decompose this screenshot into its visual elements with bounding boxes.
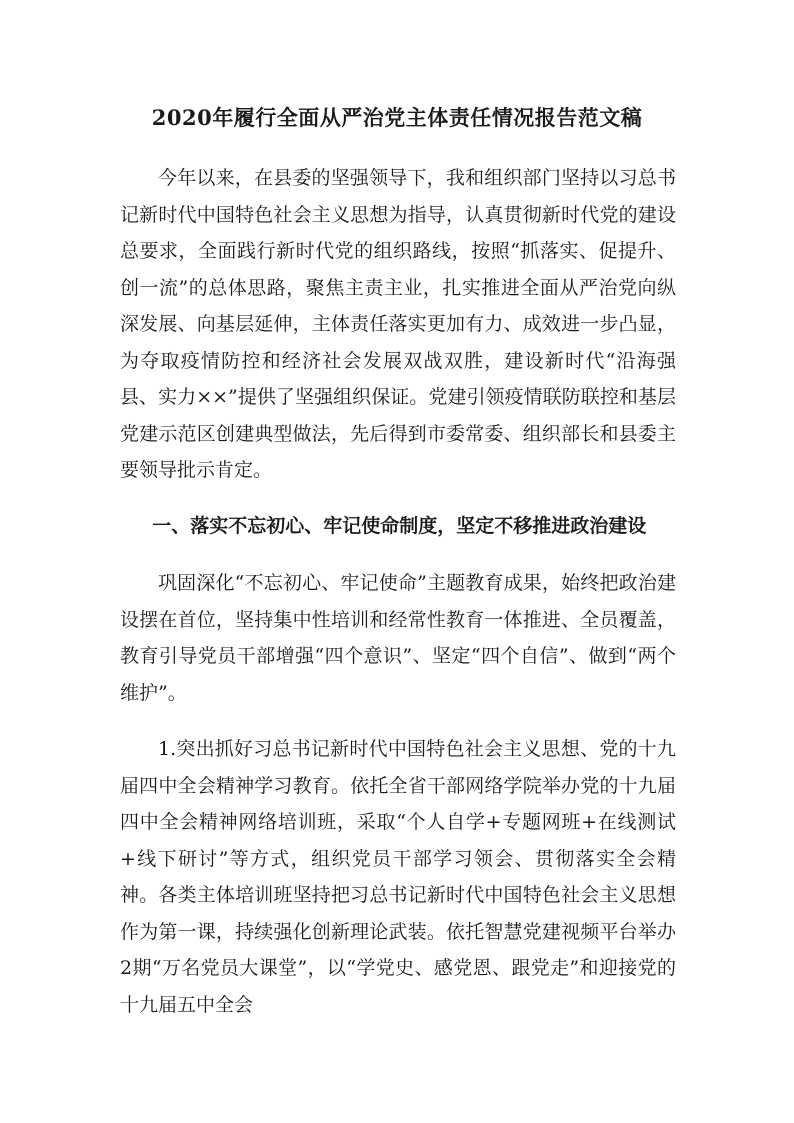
list-item-paragraph: 1.突出抓好习总书记新时代中国特色社会主义思想、党的十九届四中全会精神学习教育。依托全省干部网络学院举办党的十九届四中全会精神网络培训班，采取“个人自学+专题网班+在线测试+线下研讨”等方式，组织党员干部学习领会、贯彻落实全会精神。各类主体培训班坚持把习总书记新时代中国特色社会主义思想作为第一课，持续强化创新理论武装。依托智慧党建视频平台举办2期“万名党员大课堂”，以“学党史、感党恩、跟党走”和迎接党的十九届五中全会 (120, 738, 676, 1016)
section-body-paragraph: 巩固深化“不忘初心、牢记使命”主题教育成果，始终把政治建设摆在首位，坚持集中性培训和经常性教育一体推进、全员覆盖，教育引导党员干部增强“四个意识”、坚定“四个自信”、做到“两个维护”。 (120, 572, 676, 704)
intro-paragraph: 今年以来，在县委的坚强领导下，我和组织部门坚持以习总书记新时代中国特色社会主义思想为指导，认真贯彻新时代党的建设总要求，全面践行新时代党的组织路线，按照“抓落实、促提升、创一流”的总体思路，聚焦主责主业，扎实推进全面从严治党向纵深发展、向基层延伸，主体责任落实更加有力、成效进一步凸显，为夺取疫情防控和经济社会发展双战双胜，建设新时代“沿海强县、实力××”提供了坚强组织保证。党建引领疫情联防联控和基层党建示范区创建典型做法，先后得到市委常委、组织部长和县委主要领导批示肯定。 (120, 167, 676, 481)
section-heading: 一、落实不忘初心、牢记使命制度，坚定不移推进政治建设 (152, 515, 647, 537)
document-title: 2020年履行全面从严治党主体责任情况报告范文稿 (151, 105, 643, 130)
